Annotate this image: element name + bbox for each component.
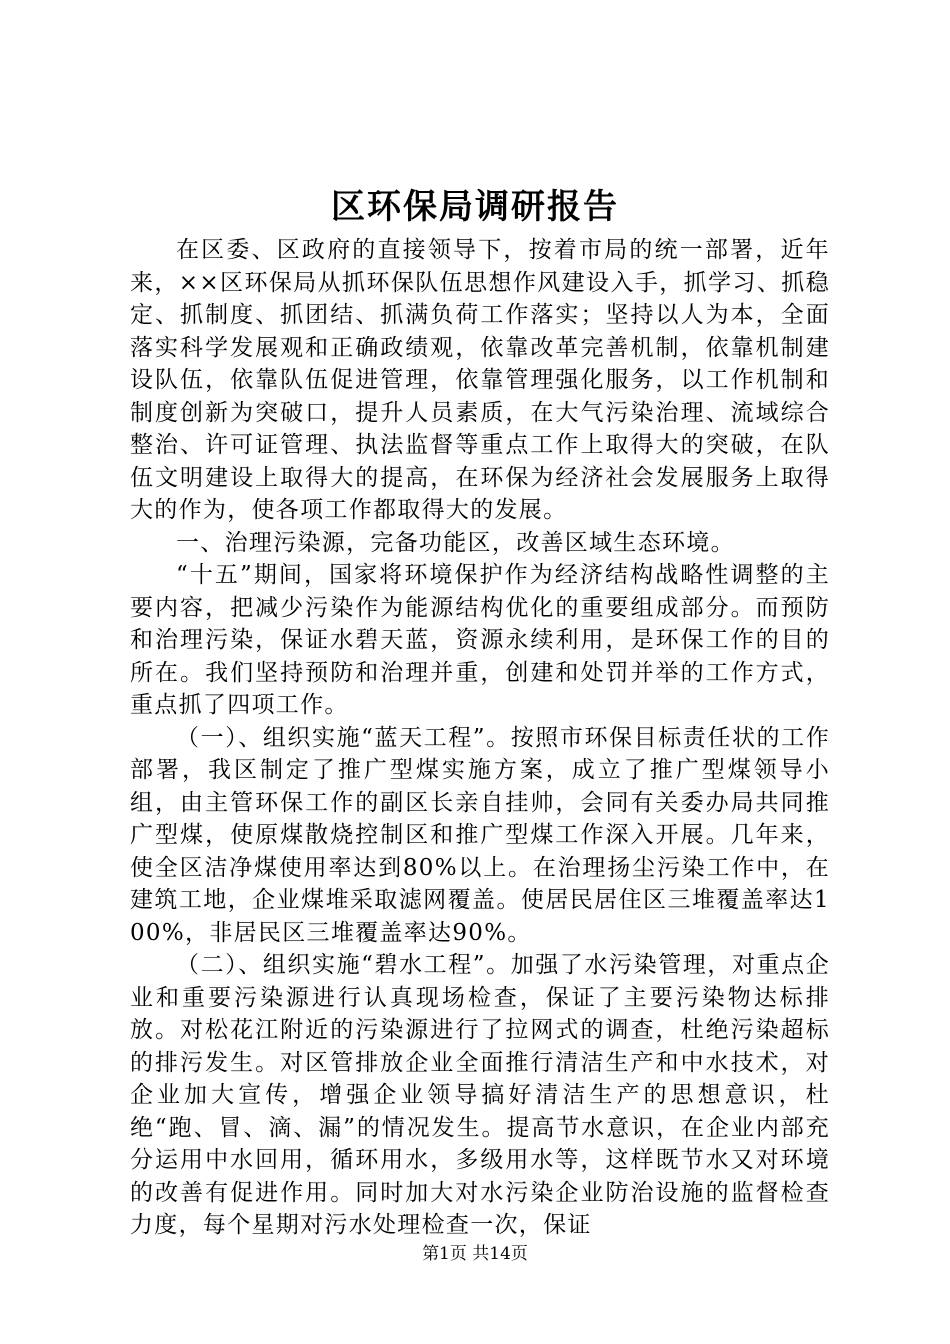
page-footer: 第1页 共14页 — [422, 1244, 528, 1264]
section-heading-1: 一、治理污染源，完备功能区，改善区域生态环境。 — [176, 529, 735, 556]
document-title: 区环保局调研报告 — [331, 187, 619, 227]
document-body — [130, 234, 830, 1242]
subsection-clear-water-paragraph: （二）、组织实施“碧水工程”。加强了水污染管理，对重点企业和重要污染源进行认真现场检查，保证了主要污染物达标排放。对松花江附近的污染源进行了拉网式的调查，杜绝污染超标的排污发生。对区管排放企业全面推行清洁生产和中水技术，对企业加大宣传，增强企业领导搞好清洁生产的思想意识，杜绝“跑、冒、滴、漏”的情况发生。提高节水意识，在企业内部充分运用中水回用，循环用水，多级用水等，这样既节水又对环境的改善有促进作用。同时加大对水污染企业防治设施的监督检查力度，每个星期对污水处理检查一次，保证 — [130, 952, 830, 1238]
body-paragraph: “十五”期间，国家将环境保护作为经济结构战略性调整的主要内容，把减少污染作为能源结构优化的重要组成部分。而预防和治理污染，保证水碧天蓝，资源永续利用，是环保工作的目的所在。我们坚持预防和治理并重，创建和处罚并举的工作方式，重点抓了四项工作。 — [130, 562, 830, 718]
intro-paragraph: 在区委、区政府的直接领导下，按着市局的统一部署，近年来，××区环保局从抓环保队伍思想作风建设入手，抓学习、抓稳定、抓制度、抓团结、抓满负荷工作落实；坚持以人为本，全面落实科学发展观和正确政绩观，依靠改革完善机制，依靠机制建设队伍，依靠队伍促进管理，依靠管理强化服务，以工作机制和制度创新为突破口，提升人员素质，在大气污染治理、流域综合整治、许可证管理、执法监督等重点工作上取得大的突破，在队伍文明建设上取得大的提高，在环保为经济社会发展服务上取得大的作为，使各项工作都取得大的发展。 — [130, 237, 830, 523]
subsection-blue-sky-paragraph: （一）、组织实施“蓝天工程”。按照市环保目标责任状的工作部署，我区制定了推广型煤实施方案，成立了推广型煤领导小组，由主管环保工作的副区长亲自挂帅，会同有关委办局共同推广型煤，使原煤散烧控制区和推广型煤工作深入开展。几年来，使全区洁净煤使用率达到80%以上。在治理扬尘污染工作中，在建筑工地，企业煤堆采取滤网覆盖。使居民居住区三堆覆盖率达100%，非居民区三堆覆盖率达90%。 — [130, 724, 830, 946]
